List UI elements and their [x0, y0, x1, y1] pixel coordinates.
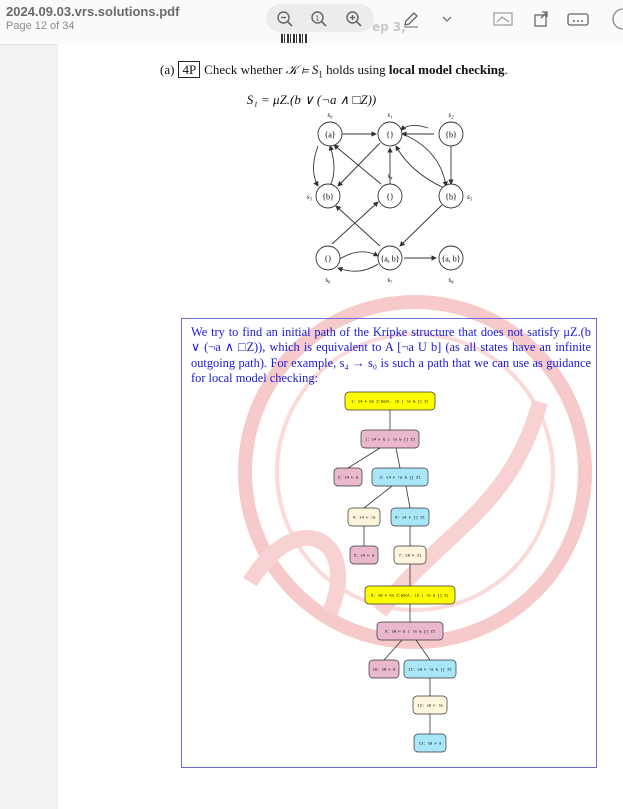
tree-node-label: 1: s4 ⊢ b | !a & [] Z1 — [364, 436, 416, 442]
tree-node-n12 — [404, 660, 456, 678]
state-name: s₆ — [325, 276, 331, 284]
tree-node-n11 — [369, 660, 399, 678]
state-label: {a, b} — [380, 254, 400, 264]
faded-heading-text: ep 3, — [372, 20, 406, 34]
tree-node-label: 12: s0 ⊢ !a — [417, 702, 443, 708]
tree-node-n3 — [334, 468, 362, 486]
state-s0 — [318, 111, 342, 146]
state-name: s₈ — [448, 276, 454, 284]
tree-node-n5 — [348, 508, 380, 526]
question-emphasis: local model checking — [388, 62, 505, 77]
state-label: {b} — [322, 192, 334, 202]
model-relation: 𝒦 ⊨ S — [285, 62, 319, 77]
state-label: {} — [386, 130, 394, 140]
state-label: {a} — [324, 130, 336, 140]
state-name: s₅ — [467, 193, 473, 201]
zoom-in-icon[interactable] — [341, 6, 367, 32]
state-label: {b} — [445, 192, 457, 202]
proof-tree-diagram — [310, 390, 470, 760]
state-label: {a, b} — [441, 254, 461, 264]
tree-node-label: 9: s0 ⊢ b | !a & [] Z1 — [384, 628, 436, 634]
state-name: s₀ — [327, 111, 333, 119]
chevron-down-icon[interactable] — [434, 6, 460, 32]
redact-icon[interactable] — [490, 6, 516, 32]
tree-node-label: 4: s4 ⊢ !a — [352, 514, 376, 520]
tree-node-label: 13: s0 ⊢ a — [418, 740, 442, 746]
document-title: 2024.09.03.vrs.solutions.pdf — [6, 4, 180, 19]
state-s8 — [439, 246, 463, 284]
tree-node-label: 6: s4 ⊢ [] Z1 — [395, 514, 425, 520]
question-text-2: holds using — [326, 62, 386, 77]
question-end: . — [504, 62, 508, 77]
tree-node-n6 — [391, 508, 429, 526]
tree-node-n2 — [361, 430, 419, 448]
tree-node-n7 — [350, 546, 378, 564]
formula: S₁ = μZ.(b ∨ (¬a ∧ □Z)) — [246, 92, 377, 107]
state-s5 — [439, 184, 473, 208]
tree-node-n14 — [414, 734, 446, 752]
state-s1 — [378, 111, 402, 146]
state-name: s₂ — [448, 111, 454, 119]
tree-node-n4 — [372, 468, 428, 486]
tree-node-n9 — [365, 586, 455, 604]
state-name: s₇ — [387, 276, 393, 284]
more-icon[interactable] — [606, 6, 623, 32]
state-name: s₁ — [387, 111, 393, 119]
svg-text:1: 1 — [315, 14, 320, 23]
tree-node-n1 — [345, 392, 435, 410]
tree-node-label: 1: s4 ⊢ mu Z:bool. (b | !a & [] Z) — [351, 398, 429, 404]
share-icon[interactable] — [528, 6, 554, 32]
tree-node-label: 5: s4 ⊢ a — [353, 552, 375, 558]
thumbnail-sidebar — [0, 0, 58, 809]
kripke-structure-diagram — [300, 108, 490, 288]
question-line — [160, 62, 508, 80]
state-s3 — [307, 184, 340, 208]
form-fill-icon[interactable] — [564, 6, 594, 32]
tree-node-n8 — [394, 546, 426, 564]
actual-size-icon[interactable] — [306, 6, 332, 32]
state-label: {b} — [445, 130, 457, 140]
state-s2 — [439, 111, 463, 146]
qr-code-image — [281, 34, 307, 43]
tree-node-label: 10: s0 ⊢ b — [372, 666, 396, 672]
tree-node-label: 2: s4 ⊢ b — [337, 474, 359, 480]
viewer-toolbar — [0, 0, 623, 45]
kripke-states — [307, 111, 473, 284]
tree-node-label: 3: s4 ⊢ !a & [] Z1 — [379, 474, 421, 480]
state-name: s₃ — [306, 193, 312, 201]
state-s4 — [378, 172, 402, 208]
state-s7 — [378, 246, 402, 284]
tree-node-label: 8: s0 ⊢ mu Z:bool. (b | !a & [] Z) — [371, 592, 449, 598]
answer-text: We try to find an initial path of the Kripke structure that does not satisfy μZ.(b ∨ (¬a ∧ □Z)), which is equivalent to A [¬a U b] (as all states have an infinite outgoing path). For example, s₄ → s₀ is such a path that we can use as guidance for local model checking: — [191, 325, 591, 385]
points-box: 4P — [178, 61, 200, 78]
state-label: {} — [386, 192, 394, 202]
state-s6 — [316, 246, 340, 284]
tree-node-n10 — [377, 622, 443, 640]
page-indicator: Page 12 of 34 — [6, 20, 75, 32]
proof-tree-nodes — [334, 392, 456, 752]
state-name: s₄ — [387, 172, 393, 180]
state-label: {} — [324, 254, 332, 264]
question-text: Check whether — [204, 62, 283, 77]
tree-node-label: 11: s0 ⊢ !a & [] Z1 — [408, 666, 452, 672]
model-subscript: 1 — [318, 69, 323, 80]
question-label: (a) — [160, 62, 175, 77]
zoom-out-icon[interactable] — [272, 6, 298, 32]
tree-node-n13 — [413, 696, 447, 714]
markup-pen-icon[interactable] — [398, 6, 424, 32]
tree-node-label: 7: s0 ⊢ Z1 — [398, 552, 422, 558]
